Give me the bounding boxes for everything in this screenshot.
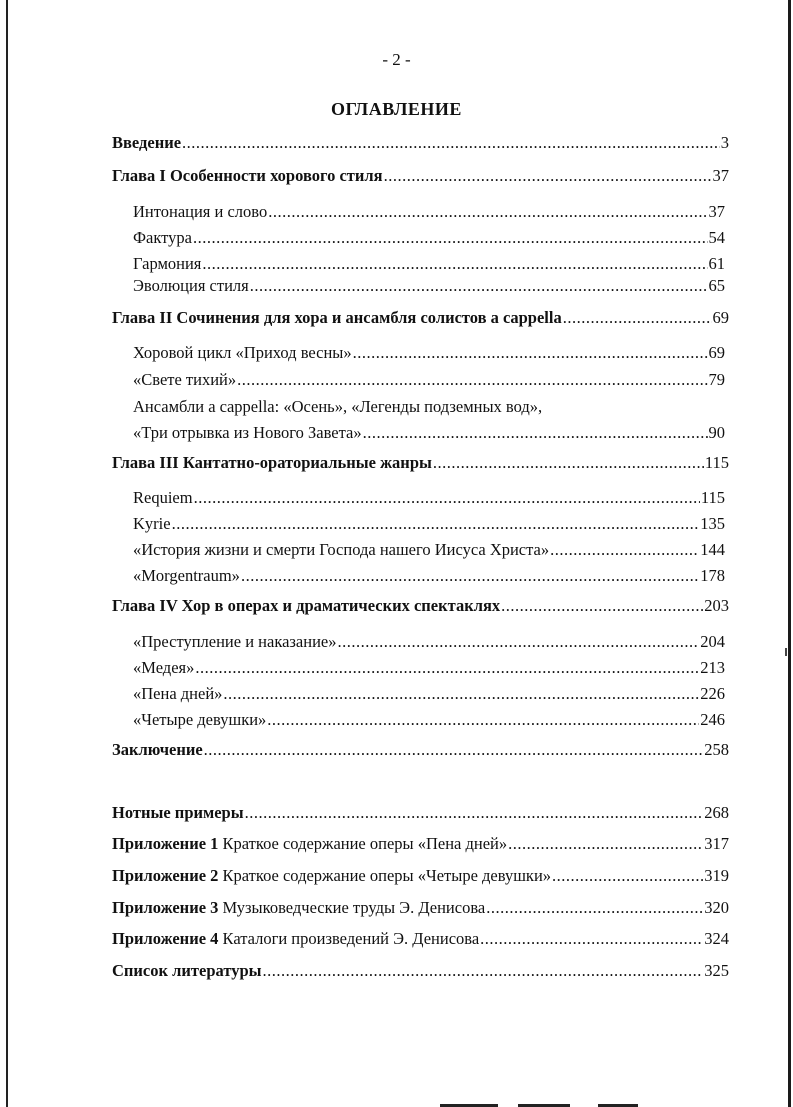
leader-dots bbox=[552, 866, 703, 886]
leader-dots bbox=[480, 929, 703, 949]
toc-entry-page: 258 bbox=[704, 740, 729, 759]
leader-dots bbox=[241, 566, 699, 586]
appendix-description: Музыковедческие труды Э. Денисова bbox=[222, 898, 486, 917]
toc-entry-page: 115 bbox=[704, 453, 729, 472]
toc-entry-page: 54 bbox=[708, 228, 725, 247]
leader-dots bbox=[202, 254, 707, 274]
toc-entry-label: «Свете тихий» bbox=[133, 370, 237, 389]
toc-entry-label: «Morgentraum» bbox=[133, 566, 240, 585]
toc-subentry bbox=[133, 488, 725, 508]
toc-entry-label: «Преступление и наказание» bbox=[133, 632, 337, 651]
toc-entry-page: 213 bbox=[700, 658, 725, 677]
leader-dots bbox=[550, 540, 699, 560]
toc-entry-label: «Четыре девушки» bbox=[133, 710, 267, 729]
toc-entry-page: 226 bbox=[700, 684, 725, 703]
leader-dots bbox=[172, 514, 700, 534]
toc-entry-page: 37 bbox=[708, 202, 725, 221]
toc-subentry bbox=[133, 370, 725, 390]
toc-entry-bibliography bbox=[112, 961, 729, 981]
toc-entry-label: Эволюция стиля bbox=[133, 276, 249, 295]
leader-dots bbox=[267, 710, 699, 730]
toc-entry-page: 319 bbox=[704, 866, 729, 885]
toc-entry-page: 320 bbox=[704, 898, 729, 917]
toc-entry-label: Заключение bbox=[112, 740, 203, 759]
toc-subentry bbox=[133, 658, 725, 678]
toc-chapter-4 bbox=[112, 596, 729, 616]
toc-entry-music-examples bbox=[112, 803, 729, 823]
toc-entry-label: Requiem bbox=[133, 488, 193, 507]
leader-dots bbox=[433, 453, 704, 473]
toc-subentry bbox=[133, 514, 725, 534]
leader-dots bbox=[384, 166, 712, 186]
scan-edge-mark bbox=[785, 648, 787, 656]
toc-subentry bbox=[133, 710, 725, 730]
leader-dots bbox=[204, 740, 704, 760]
toc-entry-conclusion bbox=[112, 740, 729, 760]
appendix-label: Приложение 1 bbox=[112, 834, 219, 853]
toc-entry-page: 246 bbox=[700, 710, 725, 729]
toc-entry-page: 79 bbox=[708, 370, 725, 389]
toc-entry-label: Глава IV Хор в операх и драматических спектаклях bbox=[112, 596, 501, 615]
leader-dots bbox=[501, 596, 703, 616]
toc-entry-page: 115 bbox=[700, 488, 725, 507]
toc-entry-page: 325 bbox=[704, 961, 729, 980]
toc-subentry bbox=[133, 343, 725, 363]
toc-subentry bbox=[133, 540, 725, 560]
toc-subentry bbox=[133, 423, 725, 443]
leader-dots bbox=[268, 202, 707, 222]
appendix-description: Краткое содержание оперы «Пена дней» bbox=[222, 834, 508, 853]
toc-entry-label: Введение bbox=[112, 133, 182, 152]
toc-appendix-2 bbox=[112, 866, 729, 886]
leader-dots bbox=[563, 308, 712, 328]
toc-entry-page: 3 bbox=[720, 133, 729, 152]
toc-entry-label: «Пена дней» bbox=[133, 684, 223, 703]
toc-appendix-4 bbox=[112, 929, 729, 949]
toc-entry-label: Фактура bbox=[133, 228, 192, 247]
toc-subentry bbox=[133, 202, 725, 222]
toc-entry-label: Kyrie bbox=[133, 514, 171, 533]
leader-dots bbox=[250, 276, 708, 296]
leader-dots bbox=[195, 658, 699, 678]
toc-entry-label: Глава II Сочинения для хора и ансамбля солистов a cappella bbox=[112, 308, 562, 327]
appendix-description: Краткое содержание оперы «Четыре девушки» bbox=[222, 866, 552, 885]
toc-entry-label: «История жизни и смерти Господа нашего Иисуса Христа» bbox=[133, 540, 550, 559]
toc-entry-page: 203 bbox=[704, 596, 729, 615]
toc-entry-page: 37 bbox=[712, 166, 729, 185]
toc-entry-page: 144 bbox=[700, 540, 725, 559]
scan-right-edge bbox=[788, 0, 791, 1107]
page-number: - 2 - bbox=[382, 50, 411, 69]
leader-dots bbox=[194, 488, 700, 508]
appendix-label: Приложение 3 bbox=[112, 898, 219, 917]
appendix-label: Приложение 4 bbox=[112, 929, 219, 948]
toc-chapter-2 bbox=[112, 308, 729, 328]
toc-entry-label: Нотные примеры bbox=[112, 803, 244, 822]
toc-entry-label: «Медея» bbox=[133, 658, 195, 677]
leader-dots bbox=[223, 684, 699, 704]
toc-entry-label: Хоровой цикл «Приход весны» bbox=[133, 343, 352, 362]
scan-left-edge bbox=[6, 0, 8, 1107]
appendix-description: Каталоги произведений Э. Денисова bbox=[222, 929, 480, 948]
toc-subentry bbox=[133, 566, 725, 586]
toc-entry-page: 90 bbox=[708, 423, 725, 442]
leader-dots bbox=[193, 228, 708, 248]
leader-dots bbox=[363, 423, 708, 443]
toc-entry-page: 268 bbox=[704, 803, 729, 822]
leader-dots bbox=[486, 898, 703, 918]
toc-entry-page: 135 bbox=[700, 514, 725, 533]
toc-subentry bbox=[133, 632, 725, 652]
leader-dots bbox=[338, 632, 700, 652]
toc-subentry bbox=[133, 276, 725, 296]
toc-entry-page: 317 bbox=[704, 834, 729, 853]
leader-dots bbox=[263, 961, 704, 981]
toc-entry-page: 61 bbox=[708, 254, 725, 273]
toc-entry-page: 69 bbox=[712, 308, 729, 327]
toc-subentry bbox=[133, 228, 725, 248]
leader-dots bbox=[508, 834, 703, 854]
toc-chapter-3 bbox=[112, 453, 729, 473]
toc-entry-page: 324 bbox=[704, 929, 729, 948]
toc-title: ОГЛАВЛЕНИЕ bbox=[331, 99, 462, 119]
toc-entry-page: 69 bbox=[708, 343, 725, 362]
leader-dots bbox=[182, 133, 720, 153]
toc-entry-page: 204 bbox=[700, 632, 725, 651]
leader-dots bbox=[237, 370, 707, 390]
toc-entry-label: Глава III Кантатно-ораториальные жанры bbox=[112, 453, 432, 472]
toc-subentry-first-line: Ансамбли a cappella: «Осень», «Легенды подземных вод», bbox=[133, 397, 543, 416]
toc-entry-label: Гармония bbox=[133, 254, 202, 273]
toc-appendix-1 bbox=[112, 834, 729, 854]
toc-entry-page: 65 bbox=[708, 276, 725, 295]
toc-subentry bbox=[133, 254, 725, 274]
toc-entry-label: Глава I Особенности хорового стиля bbox=[112, 166, 383, 185]
toc-subentry bbox=[133, 684, 725, 704]
toc-chapter-1 bbox=[112, 166, 729, 186]
toc-entry-intro bbox=[112, 133, 729, 153]
appendix-label: Приложение 2 bbox=[112, 866, 219, 885]
toc-entry-label: Список литературы bbox=[112, 961, 262, 980]
toc-entry-page: 178 bbox=[700, 566, 725, 585]
toc-appendix-3 bbox=[112, 898, 729, 918]
toc-entry-label: «Три отрывка из Нового Завета» bbox=[133, 423, 362, 442]
toc-entry-label: Интонация и слово bbox=[133, 202, 268, 221]
leader-dots bbox=[353, 343, 708, 363]
leader-dots bbox=[245, 803, 704, 823]
